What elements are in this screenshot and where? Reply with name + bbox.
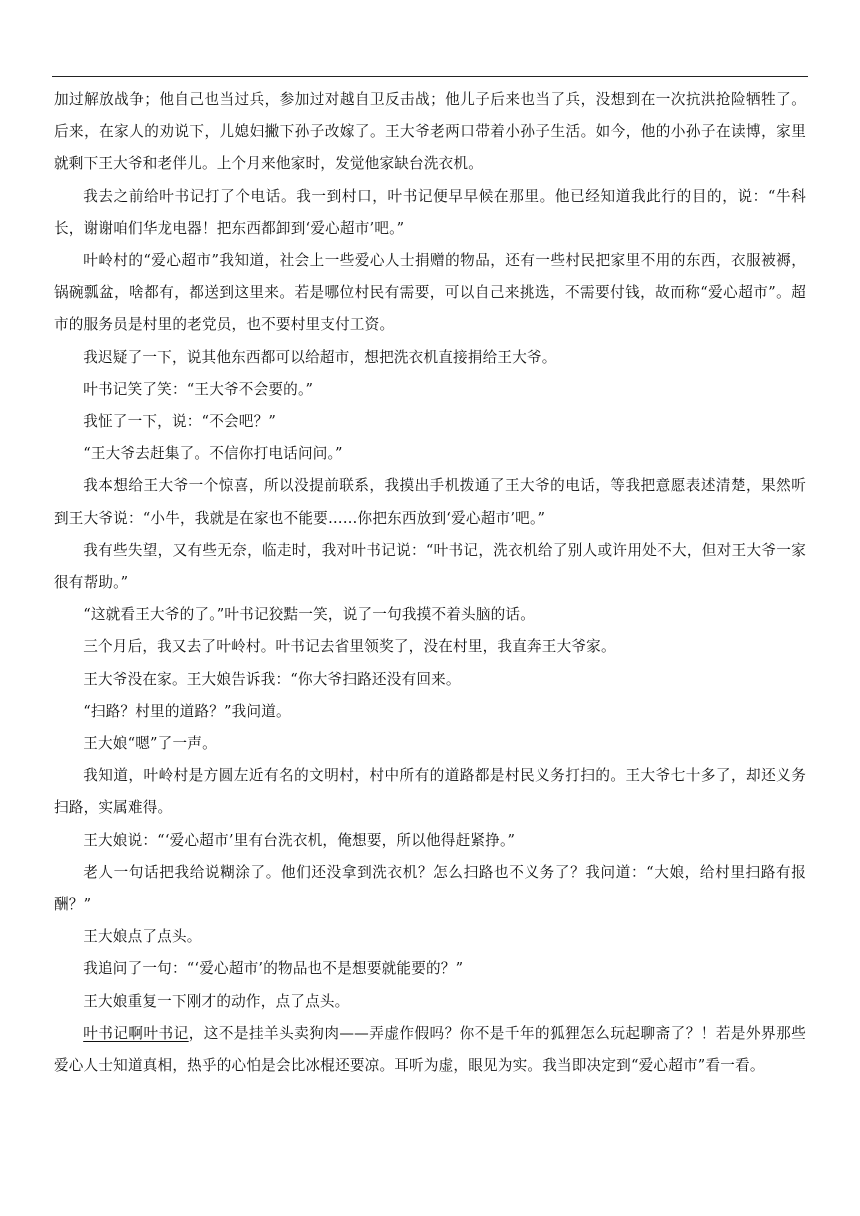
paragraph: 我追问了一句：“‘爱心超市’的物品也不是想要就能要的？” xyxy=(83,960,464,978)
paragraph: 加过解放战争；他自己也当过兵，参加过对越自卫反击战；他儿子后来也当了兵，没想到在一次抗洪抢险牺牲了。后来，在家人的劝说下，儿媳妇撇下孙子改嫁了。王大爷老两口带着小孙子生活。如今，他的小孙子在读博，家里就剩下王大爷和老伴儿。上个月来他家时，发觉他家缺台洗衣机。 xyxy=(54,91,806,173)
paragraph: 三个月后，我又去了叶岭村。叶书记去省里领奖了，没在村里，我直奔王大爷家。 xyxy=(83,638,616,656)
header-rule xyxy=(52,76,808,77)
paragraph: 叶岭村的“爱心超市”我知道，社会上一些爱心人士捐赠的物品，还有一些村民把家里不用的东西，衣服被褥，锅碗瓢盆，啥都有，都送到这里来。若是哪位村民有需要，可以自己来挑选，不需要付钱，故而称“爱心超市”。超市的服务员是村里的老党员，也不要村里支付工资。 xyxy=(54,252,806,334)
paragraph: 叶书记笑了笑：“王大爷不会要的。” xyxy=(83,380,314,398)
paragraph-text: ，这不是挂羊头卖狗肉——弄虚作假吗？你不是千年的狐狸怎么玩起聊斋了？！若是外界那些爱心人士知道真相，热乎的心怕是会比冰棍还要凉。耳听为虚，眼见为实。我当即决定到“爱心超市”看一看。 xyxy=(54,1024,806,1075)
paragraph: “扫路？村里的道路？”我问道。 xyxy=(83,702,291,720)
paragraph: 我迟疑了一下，说其他东西都可以给超市，想把洗衣机直接捐给王大爷。 xyxy=(83,348,557,366)
paragraph: 我去之前给叶书记打了个电话。我一到村口，叶书记便早早候在那里。他已经知道我此行的目的，说：“牛科长，谢谢咱们华龙电器！把东西都卸到‘爱心超市’吧。” xyxy=(54,187,806,237)
paragraph: 我本想给王大爷一个惊喜，所以没提前联系，我摸出手机拨通了王大爷的电话，等我把意愿表述清楚，果然听到王大爷说：“小牛，我就是在家也不能要……你把东西放到‘爱心超市’吧。” xyxy=(54,477,806,527)
article-body xyxy=(54,84,806,1082)
paragraph: 王大娘点了点头。 xyxy=(83,928,202,946)
paragraph: 王大娘重复一下刚才的动作，点了点头。 xyxy=(83,992,350,1010)
paragraph-with-underline xyxy=(54,1018,806,1082)
paragraph: 王大娘说：“‘爱心超市’里有台洗衣机，俺想要，所以他得赶紧挣。” xyxy=(83,831,516,849)
paragraph: 我有些失望，又有些无奈，临走时，我对叶书记说：“叶书记，洗衣机给了别人或许用处不大，但对王大爷一家很有帮助。” xyxy=(54,541,806,592)
underlined-phrase: 叶书记啊叶书记 xyxy=(83,1024,189,1042)
paragraph: 我怔了一下，说：“不会吧？” xyxy=(83,413,277,431)
paragraph: “这就看王大爷的了。”叶书记狡黠一笑，说了一句我摸不着头脑的话。 xyxy=(83,606,536,624)
paragraph: 老人一句话把我给说糊涂了。他们还没拿到洗衣机？怎么扫路也不义务了？我问道：“大娘，给村里扫路有报酬？” xyxy=(54,863,806,914)
paragraph: 王大娘“嗯”了一声。 xyxy=(83,735,217,753)
paragraph: 我知道，叶岭村是方圆左近有名的文明村，村中所有的道路都是村民义务打扫的。王大爷七十多了，却还义务扫路，实属难得。 xyxy=(54,767,806,817)
paragraph: “王大爷去赶集了。不信你打电话问问。” xyxy=(83,445,343,463)
paragraph: 王大爷没在家。王大娘告诉我：“你大爷扫路还没有回来。 xyxy=(83,670,461,688)
